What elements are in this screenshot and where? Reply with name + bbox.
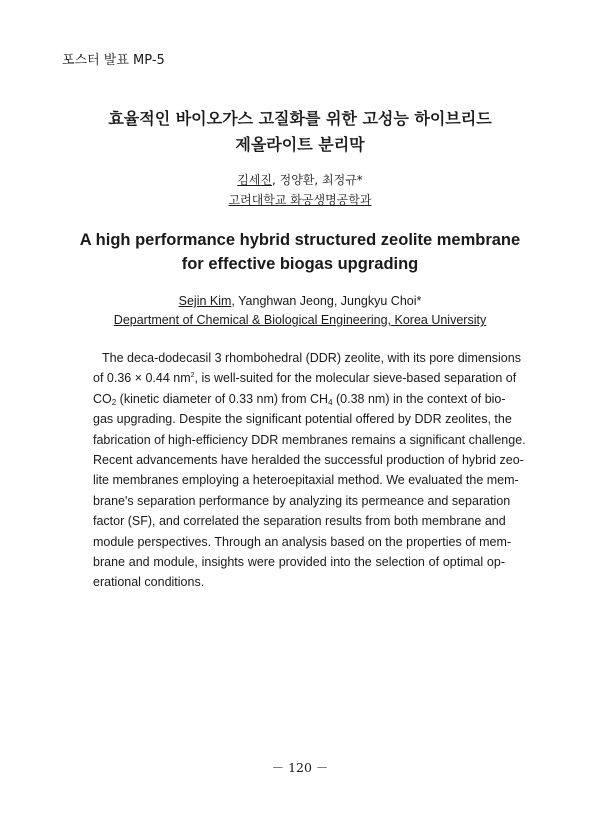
korean-coauthors: , 정양환, 최정규* [271, 173, 363, 187]
abstract-text: (0.38 nm) in the context of bio- [332, 391, 506, 406]
abstract-text: CO [93, 391, 112, 406]
english-affiliation: Department of Chemical & Biological Engineering, Korea University [113, 313, 487, 327]
english-authors-block [0, 292, 600, 330]
subscript: 4 [328, 397, 333, 407]
english-authors [0, 292, 600, 311]
abstract-body [93, 348, 526, 593]
session-label: 포스터 발표 MP-5 [62, 53, 165, 68]
abstract-line: factor (SF), and correlated the separation results from both membrane and [93, 514, 506, 529]
abstract-text: (kinetic diameter of 0.33 nm) from CH [116, 391, 329, 406]
english-presenter: Sejin Kim [178, 294, 232, 308]
english-title-line-2: for effective biogas upgrading [181, 255, 419, 273]
abstract-line: fabrication of high-efficiency DDR membranes remains a significant challenge. [93, 432, 526, 447]
korean-affiliation: 고려대학교 화공생명공학과 [228, 193, 372, 207]
abstract-line: Recent advancements have heralded the successful production of hybrid zeo- [93, 453, 524, 468]
subscript: 2 [111, 397, 117, 407]
korean-title-line-1: 효율적인 바이오가스 고질화를 위한 고성능 하이브리드 [108, 109, 492, 128]
abstract-line: brane and module, insights were provided into the selection of optimal op- [93, 555, 505, 570]
korean-title [0, 106, 600, 158]
superscript: 2 [190, 372, 195, 380]
english-title [0, 228, 600, 276]
abstract-line [93, 389, 505, 409]
abstract-line: erational conditions. [93, 575, 205, 590]
page-number: － 120 － [271, 760, 329, 775]
korean-authors [0, 170, 600, 190]
korean-title-line-2: 제올라이트 분리막 [235, 135, 365, 154]
korean-authors-block [0, 170, 600, 210]
abstract-line: The deca-dodecasil 3 rhombohedral (DDR) zeolite, with its pore dimensions [102, 351, 521, 365]
abstract-line: brane's separation performance by analyzing its permeance and separation [93, 493, 511, 508]
korean-presenter: 김세진 [237, 173, 272, 187]
abstract-text: of 0.36 × 0.44 nm [93, 371, 191, 386]
abstract-line [93, 368, 517, 388]
english-coauthors: , Yanghwan Jeong, Jungkyu Choi* [231, 294, 422, 308]
english-title-line-1: A high performance hybrid structured zeolite membrane [79, 231, 521, 249]
abstract-text: , is well-suited for the molecular sieve-based separation of [194, 371, 517, 386]
abstract-line: gas upgrading. Despite the significant potential offered by DDR zeolites, the [93, 412, 512, 427]
abstract-line: lite membranes employing a heteroepitaxial method. We evaluated the mem- [93, 473, 519, 488]
abstract-line: module perspectives. Through an analysis based on the properties of mem- [93, 534, 512, 549]
